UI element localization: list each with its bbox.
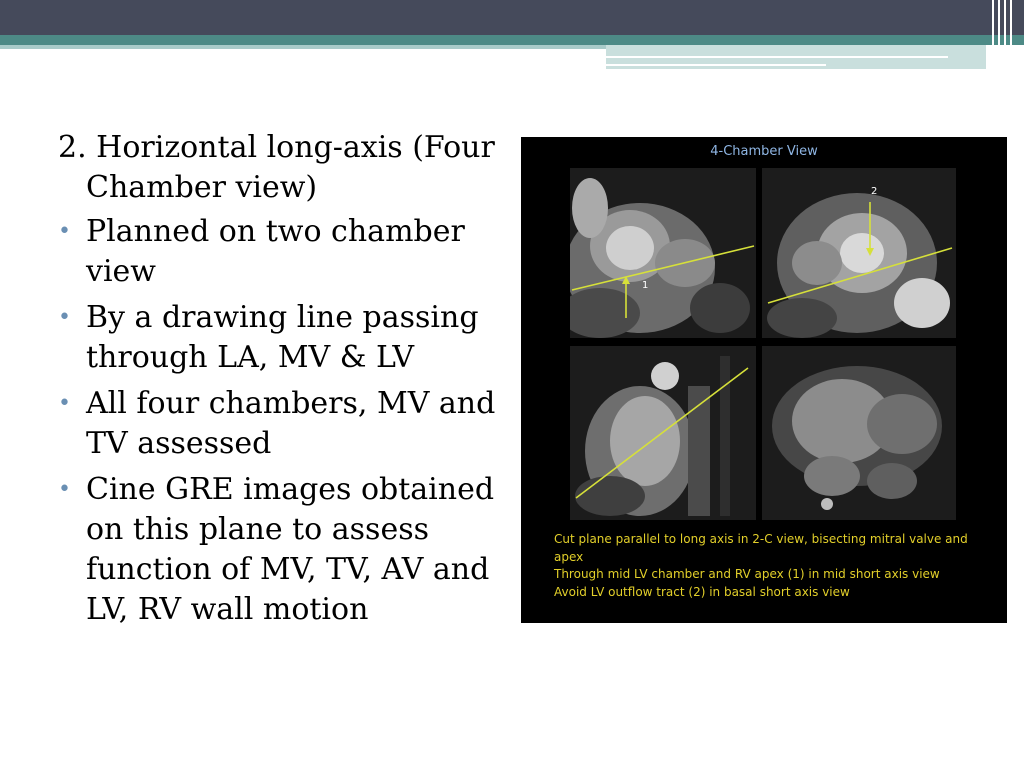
header-stripe bbox=[1010, 0, 1012, 68]
header-accent-line bbox=[606, 56, 948, 58]
figure-title: 4-Chamber View bbox=[710, 144, 818, 159]
mri-figure bbox=[521, 137, 1007, 623]
figure-caption bbox=[554, 531, 994, 601]
bullet-text: Cine GRE images obtained on this plane to assess function of MV, TV, AV and LV, RV wall motion bbox=[86, 472, 495, 627]
bullet-dot-icon: • bbox=[58, 219, 71, 244]
bullet-item bbox=[58, 298, 503, 378]
header-light-line bbox=[0, 45, 606, 49]
header-stripe bbox=[998, 0, 1000, 68]
slide-heading: 2. Horizontal long-axis (Four Chamber view) bbox=[58, 130, 495, 205]
bullet-text: By a drawing line passing through LA, MV & LV bbox=[86, 300, 479, 375]
bullet-item bbox=[58, 384, 503, 464]
mri-panel-short-axis-mid bbox=[570, 168, 756, 338]
bullet-list bbox=[58, 212, 503, 630]
bullet-dot-icon: • bbox=[58, 305, 71, 330]
caption-line: Avoid LV outflow tract (2) in basal short axis view bbox=[554, 584, 850, 599]
caption-line: Through mid LV chamber and RV apex (1) in mid short axis view bbox=[554, 567, 940, 581]
mri-panel-short-axis-basal bbox=[762, 168, 956, 338]
bullet-item bbox=[58, 470, 503, 630]
mri-panel-four-chamber bbox=[762, 346, 956, 520]
header-teal-band bbox=[0, 35, 1024, 45]
mri-panel-two-chamber bbox=[570, 346, 756, 520]
slide-text bbox=[58, 128, 503, 636]
bullet-text: Planned on two chamber view bbox=[86, 214, 465, 289]
header-dark-band bbox=[0, 0, 1024, 35]
panel-label-1: 1 bbox=[642, 280, 649, 291]
header-accent-line bbox=[606, 64, 826, 66]
panel-label-2: 2 bbox=[871, 186, 878, 197]
caption-line: Cut plane parallel to long axis in 2-C view, bisecting mitral valve and apex bbox=[554, 532, 968, 564]
bullet-dot-icon: • bbox=[58, 477, 71, 502]
bullet-text: All four chambers, MV and TV assessed bbox=[86, 386, 496, 461]
bullet-item bbox=[58, 212, 503, 292]
header-stripe bbox=[1004, 0, 1006, 68]
header-stripe bbox=[992, 0, 994, 68]
bullet-dot-icon: • bbox=[58, 391, 71, 416]
